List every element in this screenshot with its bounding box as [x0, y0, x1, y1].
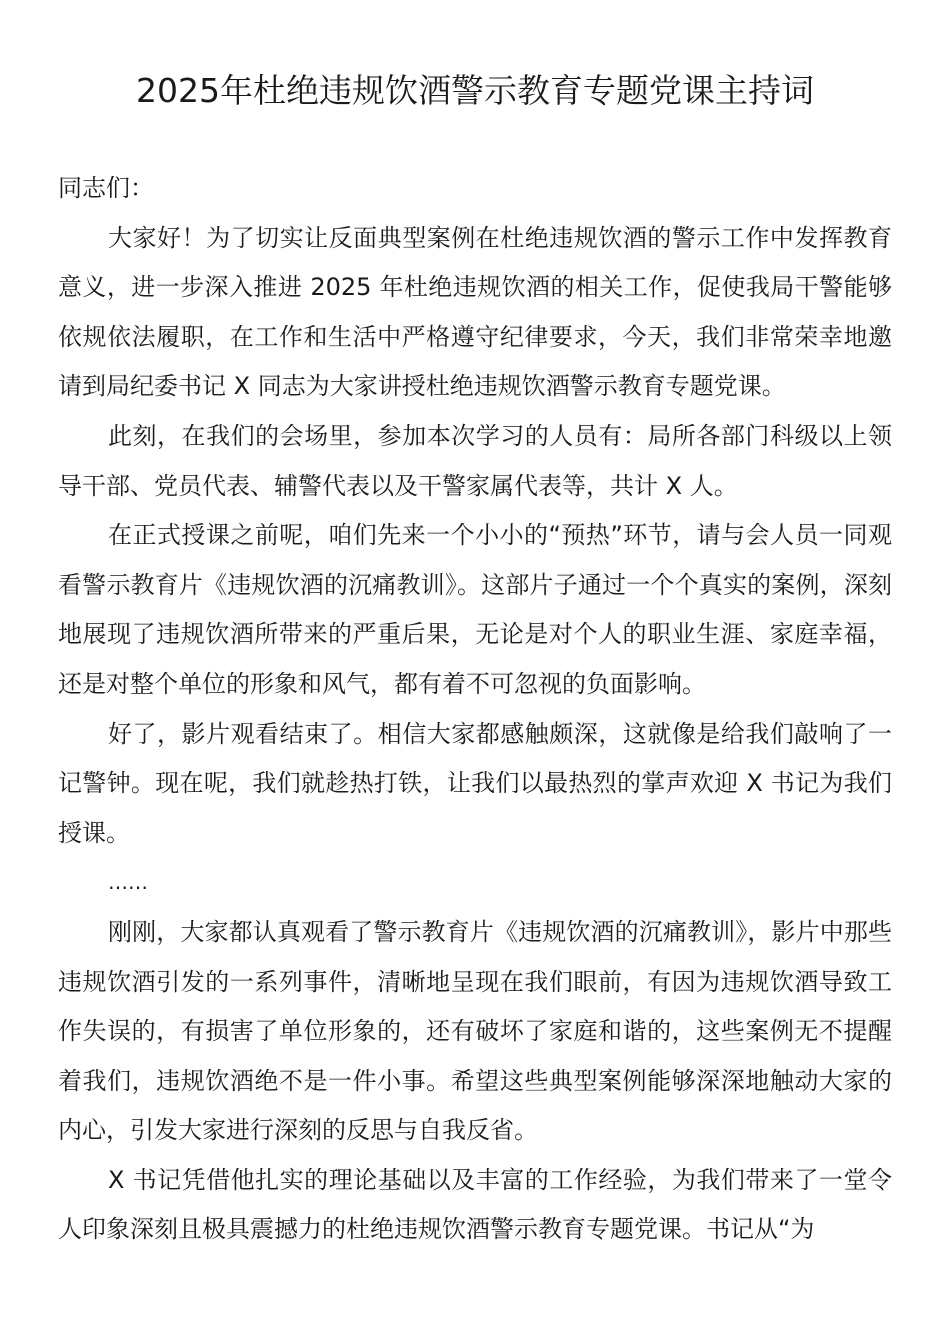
paragraph-opening: 大家好！为了切实让反面典型案例在杜绝违规饮酒的警示工作中发挥教育意义，进一步深入推进 2025 年杜绝违规饮酒的相关工作，促使我局干警能够依规依法履职，在工作和生活中严格遵守纪律要求，今天，我们非常荣幸地邀请到局纪委书记 X 同志为大家讲授杜绝违规饮酒警示教育专题党课。: [58, 223, 892, 401]
document-title: 2025年杜绝违规饮酒警示教育专题党课主持词: [136, 71, 814, 110]
paragraph-welcome: 好了，影片观看结束了。相信大家都感触颇深，这就像是给我们敲响了一记警钟。现在呢，我们就趁热打铁，让我们以最热烈的掌声欢迎 X 书记为我们授课。: [58, 719, 892, 847]
ellipsis-separator: ……: [108, 870, 148, 895]
paragraph-warmup-video: 在正式授课之前呢，咱们先来一个小小的“预热”环节，请与会人员一同观看警示教育片《违规饮酒的沉痛教训》。这部片子通过一个个真实的案例，深刻地展现了违规饮酒所带来的严重后果，无论是对个人的职业生涯、家庭幸福，还是对整个单位的形象和风气，都有着不可忽视的负面影响。: [58, 521, 892, 698]
paragraph-reflection: 刚刚，大家都认真观看了警示教育片《违规饮酒的沉痛教训》，影片中那些违规饮酒引发的一系列事件，清晰地呈现在我们眼前，有因为违规饮酒导致工作失误的，有损害了单位形象的，还有破坏了家庭和谐的，这些案例无不提醒着我们，违规饮酒绝不是一件小事。希望这些典型案例能够深深地触动大家的内心，引发大家进行深刻的反思与自我反省。: [58, 917, 892, 1145]
paragraph-summary: X 书记凭借他扎实的理论基础以及丰富的工作经验，为我们带来了一堂令人印象深刻且极具震撼力的杜绝违规饮酒警示教育专题党课。书记从“为: [58, 1165, 892, 1244]
salutation: 同志们：: [58, 174, 154, 202]
paragraph-attendees: 此刻，在我们的会场里，参加本次学习的人员有：局所各部门科级以上领导干部、党员代表、辅警代表以及干警家属代表等，共计 X 人。: [58, 421, 892, 500]
document-body: [58, 164, 892, 1255]
